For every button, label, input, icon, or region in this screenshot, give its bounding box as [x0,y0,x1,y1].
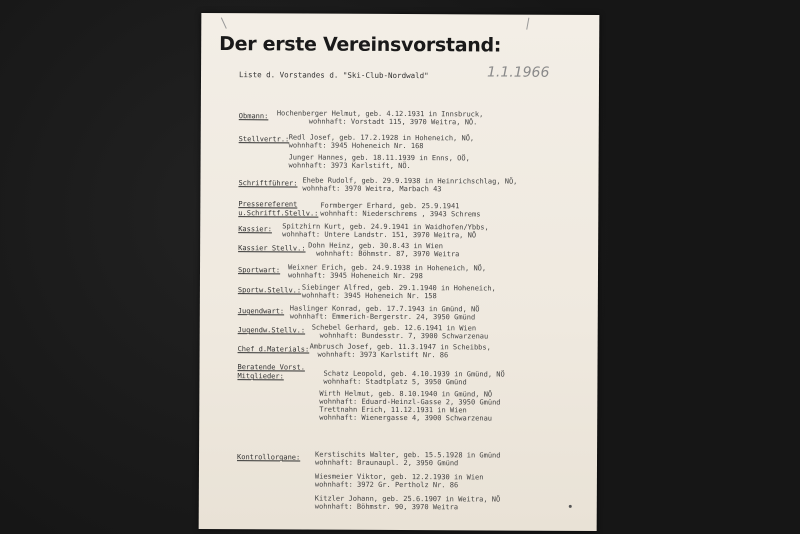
entry-line: wohnhaft: Emmerich-Bergerstr. 24, 3950 Gmünd [289,312,476,322]
role-label: Schriftführer: [238,179,298,188]
role-label: Jugendw.Stellv.: [237,326,306,335]
entry-line: wohnhaft: 3973 Karlstift, NÖ. [288,161,411,171]
entry-line: Trettnahn Erich, 11.12.1931 in Wien [319,405,467,415]
entry-line: wohnhaft: 3945 Hoheneich Nr. 158 [301,291,437,301]
entry-line: Hochenberger Helmut, geb. 4.12.1931 in Innsbruck, [276,109,484,119]
list-header: Liste d. Vorstandes d. "Ski-Club-Nordwald" [239,70,429,81]
entry-line: Wirth Helmut, geb. 8.10.1940 in Gmünd, NÖ [319,389,493,399]
role-label: Stellvertr.: [238,135,290,144]
entry-line: wohnhaft: 3945 Hoheneich Nr. 168 [288,141,424,151]
document-sheet [199,13,600,531]
entry-line: wohnhaft: Böhmstr. 87, 3970 Weitra [316,249,460,259]
entry-line: Junger Hannes, geb. 18.11.1939 in Enns, OÖ, [288,153,470,163]
entry-line: wohnhaft: Eduard-Heinzl-Gasse 2, 3950 Gmünd [319,397,501,407]
entry-line: wohnhaft: Bundesstr. 7, 3900 Schwarzenau [319,331,489,341]
entry-line: wohnhaft: Stadtplatz 5, 3950 Gmünd [323,377,467,387]
entry-line: wohnhaft: 3972 Gr. Pertholz Nr. 86 [314,480,459,490]
entry-line: wohnhaft: Braunaupl. 2, 3950 Gmünd [314,458,459,468]
role-label: Kassier: [238,225,272,234]
entry-line: wohnhaft: 3973 Karlstift Nr. 86 [317,350,449,360]
entry-line: Redl Josef, geb. 17.2.1928 in Hoheneich, NÖ, [288,133,475,143]
entry-line: Formberger Erhard, geb. 25.9.1941 [320,201,460,211]
role-label: Jugendwart: [237,307,285,316]
role-label: Kassier Stellv.: [238,244,306,253]
entry-line: Dohn Heinz, geb. 30.8.43 in Wien [308,241,444,251]
role-label: Chef d.Materials: [237,345,310,354]
entry-line: wohnhaft: Vorstadt 115, 3970 Weitra, NÖ. [308,117,478,127]
entry-line: Wiesmeier Viktor, geb. 12.2.1930 in Wien [314,472,484,482]
entry-line: Ambrusch Josef, geb. 11.3.1947 in Scheibbs, [309,342,491,352]
entry-line: Spitzhirn Kurt, geb. 24.9.1941 in Waidhofen/Ybbs, [282,222,489,232]
entry-line: Siebinger Alfred, geb. 29.1.1940 in Hoheneich, [301,283,496,293]
entry-line: wohnhaft: Niederschrems , 3943 Schrems [320,209,481,219]
entry-line: wohnhaft: Untere Landstr. 151, 3970 Weitra, NÖ [282,230,477,240]
role-label: Obmann: [238,112,269,121]
entry-line: Weixner Erich, geb. 24.9.1938 in Hoheneich, NÖ, [288,263,487,273]
entry-line: Kerstischits Walter, geb. 15.5.1928 in Gmünd [315,450,501,460]
document-title: Der erste Vereinsvorstand: [219,33,502,57]
entry-line: Kitzler Johann, geb. 25.6.1907 in Weitra, NÖ [314,494,501,504]
pencil-mark [221,17,227,28]
entry-line: Haslinger Konrad, geb. 17.7.1943 in Gmünd, NÖ [289,304,480,314]
handwritten-date: 1.1.1966 [487,64,550,81]
entry-line: wohnhaft: Böhmstr. 90, 3970 Weitra [314,502,459,512]
entry-line: wohnhaft: Wienergasse 4, 3900 Schwarzenau [319,413,493,423]
role-label: Kontrollorgane: [237,453,301,462]
role-label: Sportwart: [237,266,281,275]
role-label: Pressereferent u.Schriftf.Stellv.: [238,200,319,218]
paper-dot [569,505,572,508]
entry-line: Schebel Gerhard, geb. 12.6.1941 in Wien [311,323,477,333]
entry-line: wohnhaft: 3945 Hoheneich Nr. 298 [287,271,423,281]
entry-line: wohnhaft: 3970 Weitra, Marbach 43 [302,184,442,194]
pencil-mark [526,18,529,30]
role-label: Beratende Vorst. Mitglieder: [237,363,305,381]
entry-line: Schatz Leopold, geb. 4.10.1939 in Gmünd, NÖ [323,369,505,379]
role-label: Sportw.Stellv.: [237,286,302,295]
entry-line: Ehebe Rudolf, geb. 29.9.1938 in Heinrichschlag, NÖ, [302,176,518,186]
